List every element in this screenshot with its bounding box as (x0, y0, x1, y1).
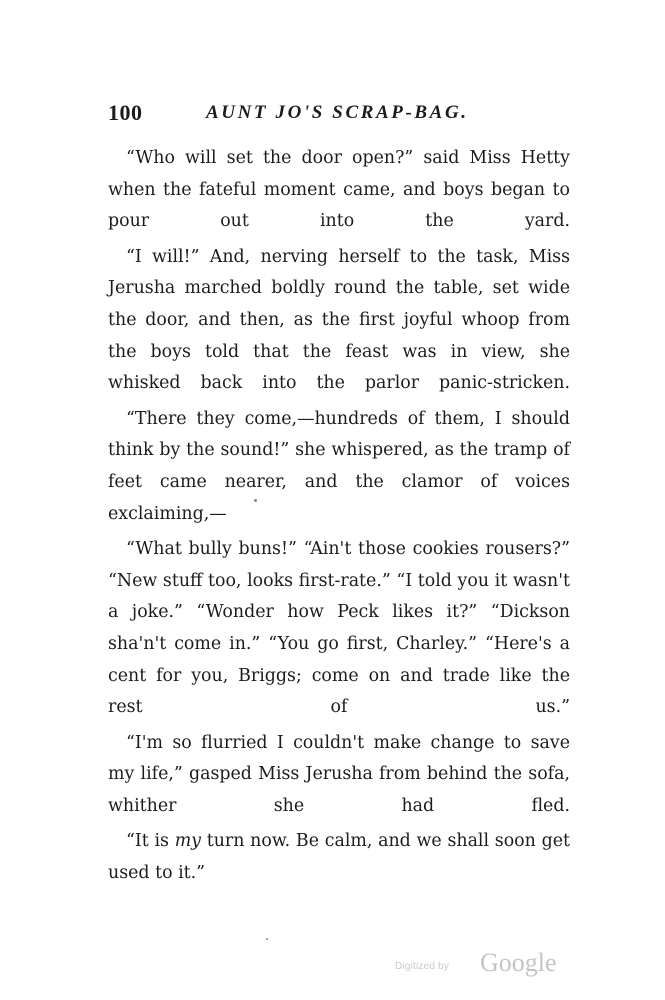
paragraph: “I'm so flurried I couldn't make change to save my life,” gasped Miss Jerusha from behind the sofa, whither she had fled. (108, 732, 570, 816)
print-speck (266, 938, 268, 940)
paragraph-last (108, 826, 570, 889)
print-speck (254, 499, 257, 502)
paragraph: “What bully buns!” “Ain't those cookies rousers?” “New stuff too, looks first-rate.” “I told you it wasn't a joke.” “Wonder how Peck likes it?” “Dickson sha'n't come in.” “You go first, Charley.” “Here's a cent for you, Briggs; come on and trade like the rest of us.” (108, 539, 570, 718)
page-body (108, 143, 570, 894)
text-run: “It is (126, 831, 175, 852)
page-header (108, 100, 578, 130)
google-logo: Google (480, 948, 557, 977)
page-number: 100 (108, 100, 143, 125)
running-head: AUNT JO'S SCRAP-BAG. (206, 102, 469, 123)
paragraph: “Who will set the door open?” said Miss Hetty when the fateful moment came, and boys began to pour out into the yard. (108, 148, 570, 232)
paragraph: “I will!” And, nerving herself to the task, Miss Jerusha marched boldly round the table, set wide the door, and then, as the first joyful whoop from the boys told that the feast was in view, she whisked back into the parlor panic-stricken. (108, 246, 570, 394)
text-run: turn now. Be calm, and we shall soon get used to it.” (108, 831, 570, 884)
emphasis-text: my (174, 831, 202, 852)
paragraph: “There they come,—hundreds of them, I should think by the sound!” she whispered, as the tramp of feet came nearer, and the clamor of voices exclaiming,— (108, 408, 570, 524)
digitization-watermark (395, 948, 565, 978)
digitized-by-label: Digitized by (395, 961, 450, 972)
